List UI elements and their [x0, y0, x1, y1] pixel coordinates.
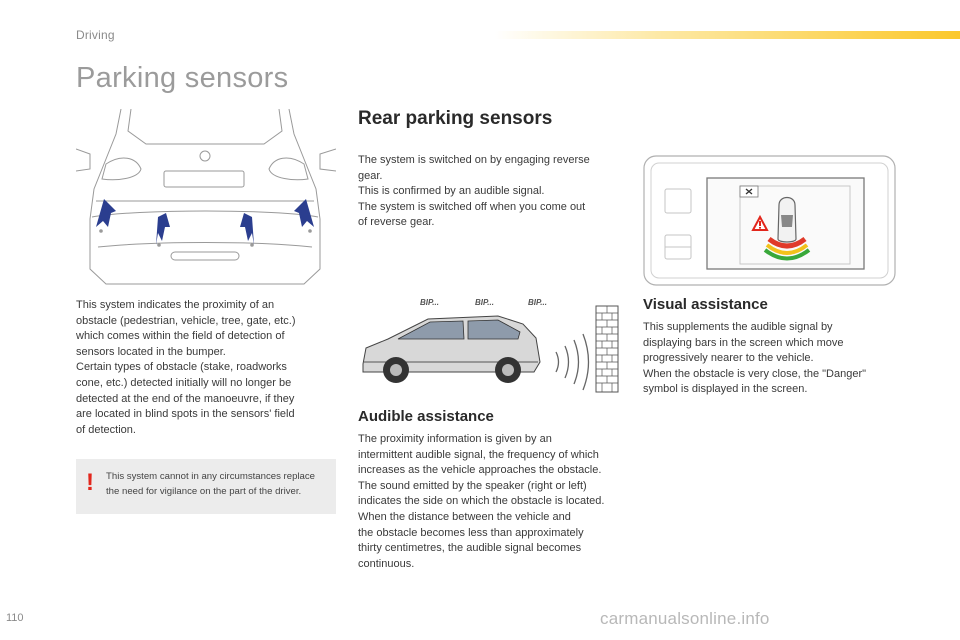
svg-text:BIP...: BIP... — [420, 298, 439, 307]
warning-icon: ! — [86, 469, 94, 496]
intro-text: This system indicates the proximity of an obstacle (pedestrian, vehicle, tree, gate, etc.) which comes within the field of detection of sensors located in the bumper. Certain types of obstacle (stake, roadworks cone, etc.) detected initially will no longer be detected at the end of the manoeuvre, if they are located in blind spots in the sensors' field of detection. — [76, 299, 296, 436]
audible-heading: Audible assistance — [358, 408, 494, 425]
close-icon — [740, 186, 758, 197]
wall-obstacle-icon — [596, 306, 618, 392]
header-accent-bar — [495, 31, 960, 39]
visual-text: This supplements the audible signal by displaying bars in the screen which move progressively nearer to the vehicle. When the obstacle is very close, the "Danger" symbol is displayed in the screen. — [643, 321, 867, 396]
svg-text:BIP...: BIP... — [528, 298, 547, 307]
page-number: 110 — [6, 612, 24, 624]
rear-sensors-heading: Rear parking sensors — [358, 108, 553, 129]
car-rear-icon — [76, 109, 336, 287]
visual-heading: Visual assistance — [643, 296, 768, 313]
watermark: carmanualsonline.info — [600, 609, 770, 628]
section-label: Driving — [76, 28, 115, 42]
warning-box — [76, 459, 336, 514]
beep-labels — [420, 298, 547, 307]
rear-sensors-text: The system is switched on by engaging reverse gear. This is confirmed by an audible signal. The system is switched off when you come out of reverse gear. — [358, 154, 590, 229]
sound-wave-icon — [556, 334, 589, 390]
page-title: Parking sensors — [76, 62, 289, 94]
car-side-icon — [358, 292, 620, 394]
display-screen-icon — [643, 155, 896, 286]
warning-text: This system cannot in any circumstances replace the need for vigilance on the part of the driver. — [106, 471, 316, 497]
audible-text: The proximity information is given by an intermittent audible signal, the frequency of which increases as the vehicle approaches the obstacle. The sound emitted by the speaker (right or left) indicates the side on which the obstacle is located. When the distance between the vehicle and the obstacle becomes less than approximately thirty centimetres, the audible signal becomes continuous. — [358, 433, 605, 570]
svg-text:BIP...: BIP... — [475, 298, 494, 307]
